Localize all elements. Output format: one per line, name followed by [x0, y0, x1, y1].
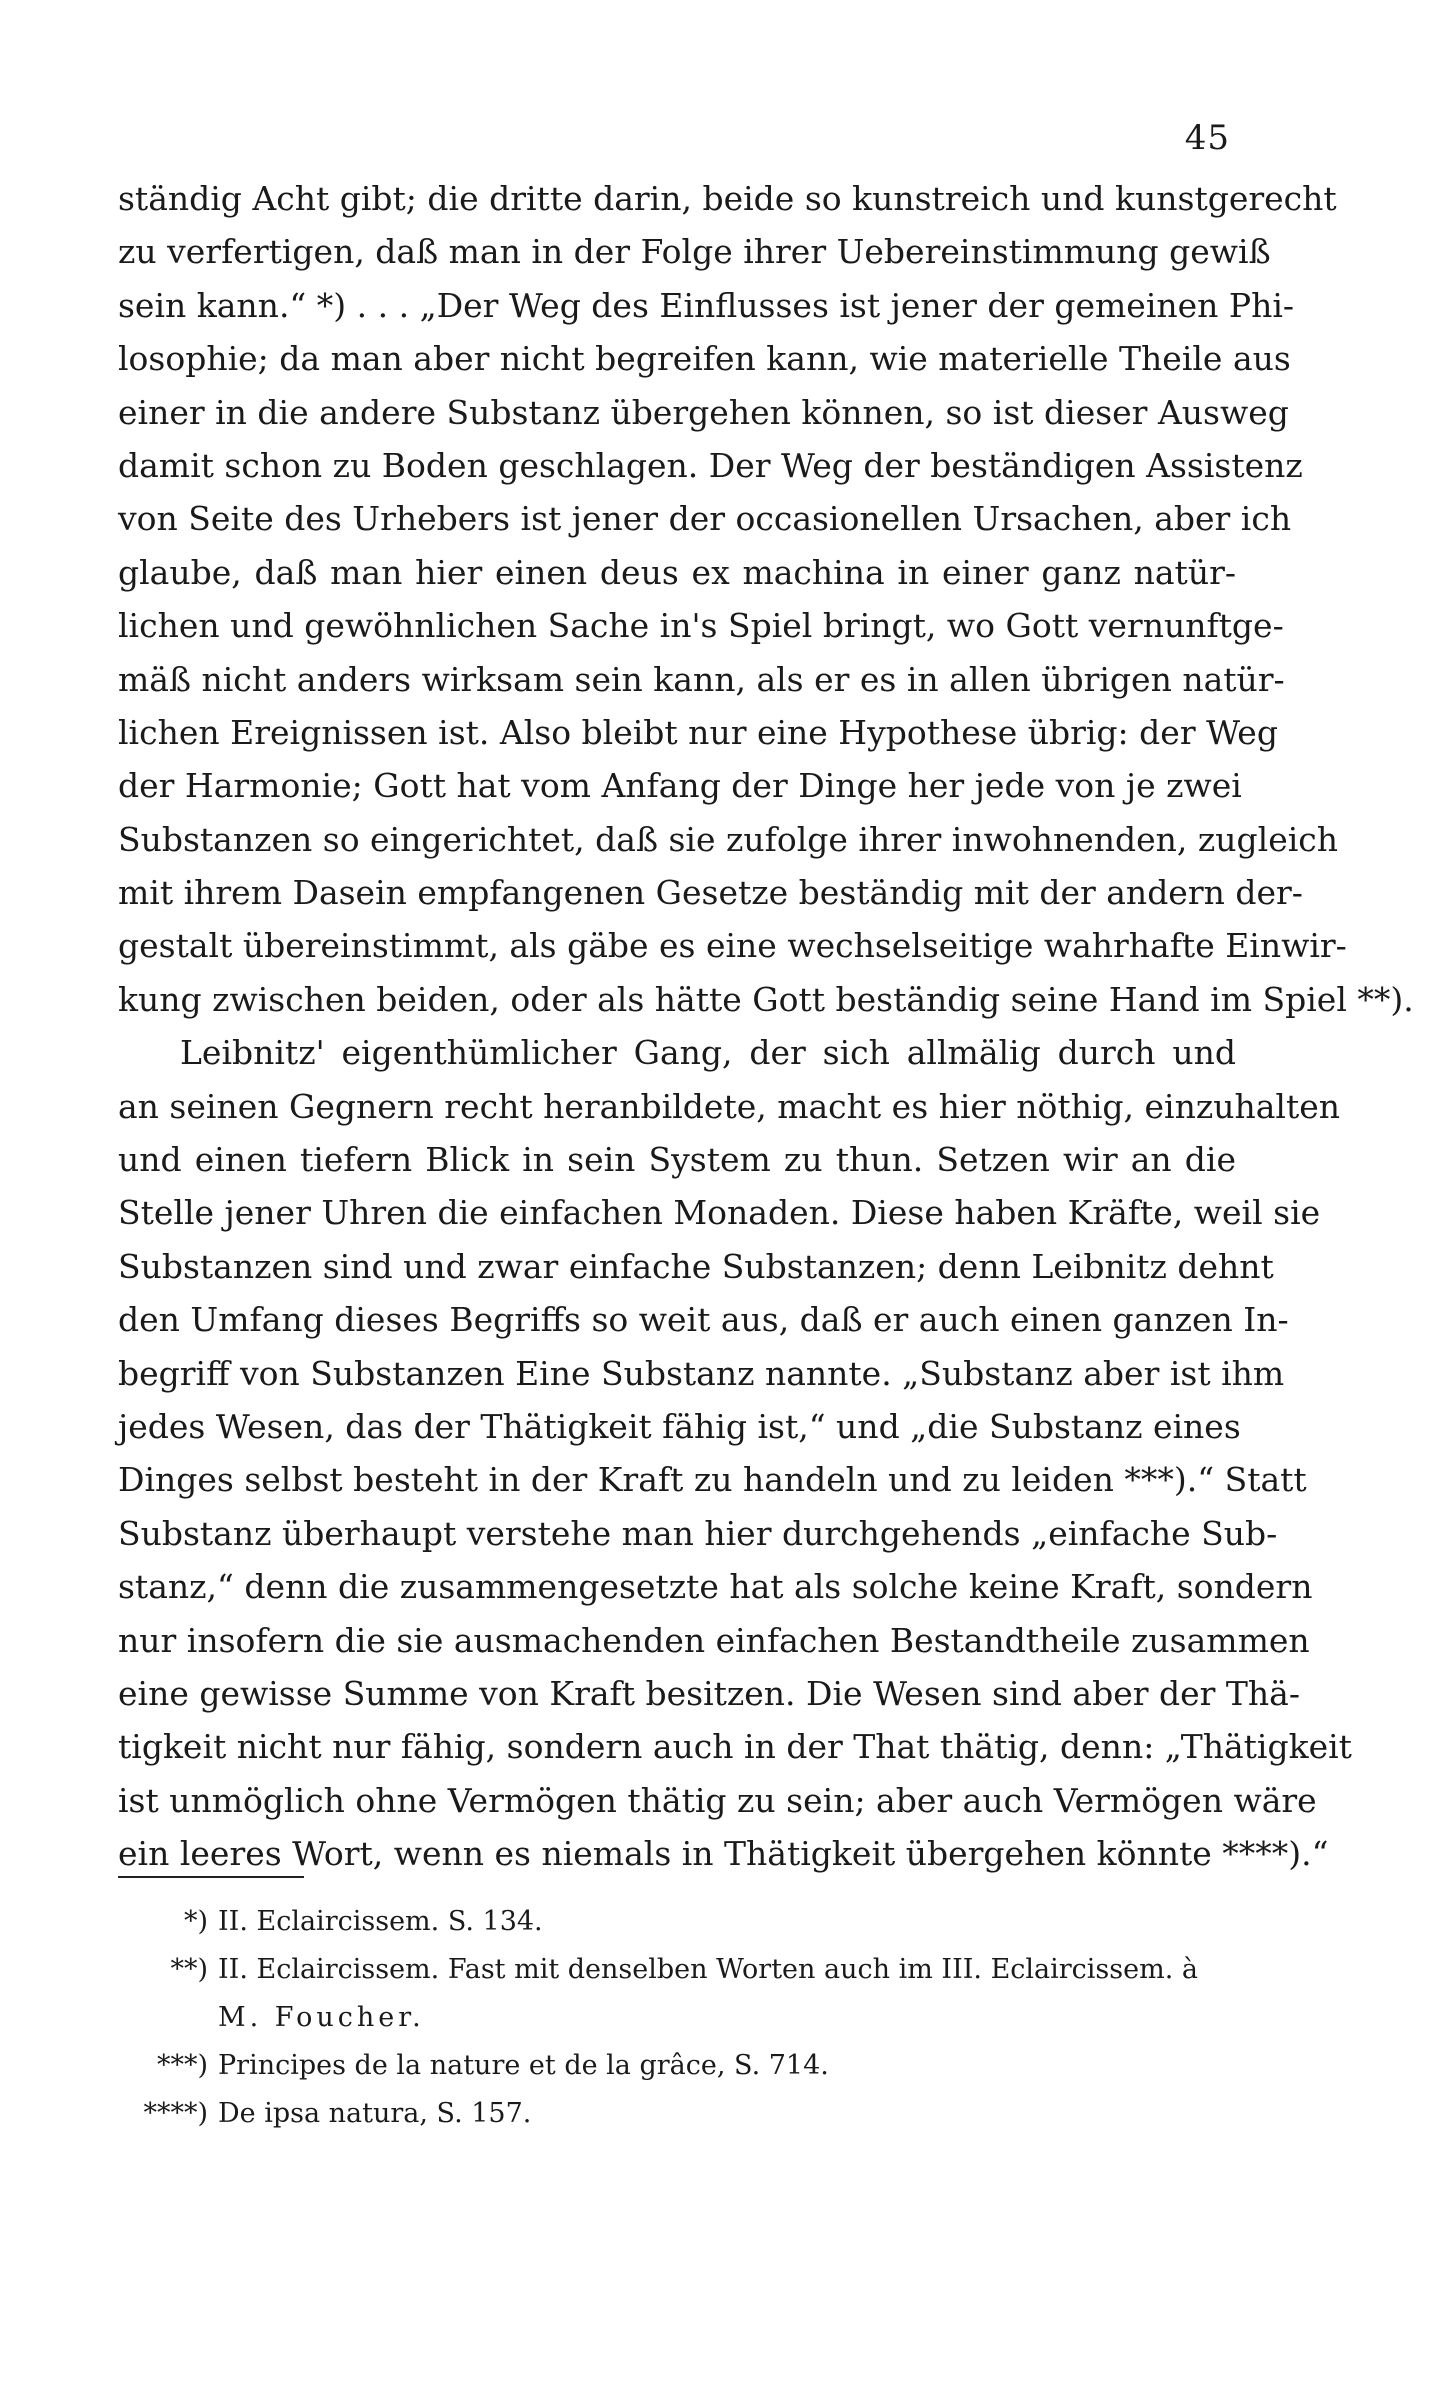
- text-line: ist unmöglich ohne Vermögen thätig zu sein; aber auch Vermögen wäre: [118, 1780, 1317, 1820]
- text-line: nur insofern die sie ausmachenden einfachen Bestandtheile zusammen: [118, 1620, 1310, 1660]
- text-line: zu verfertigen, daß man in der Folge ihrer Uebereinstimmung gewiß: [118, 232, 1271, 272]
- text-line: von Seite des Urhebers ist jener der occasionellen Ursachen, aber ich: [118, 499, 1292, 539]
- text-line: stanz,“ denn die zusammengesetzte hat als solche keine Kraft, sondern: [118, 1567, 1313, 1607]
- text-line: sein kann.“ *) . . . „Der Weg des Einflusses ist jener der gemeinen Phi-: [118, 285, 1295, 325]
- body-text: [118, 172, 1414, 1881]
- text-line: den Umfang dieses Begriffs so weit aus, daß er auch einen ganzen In-: [118, 1300, 1289, 1340]
- text-line: gestalt übereinstimmt, als gäbe es eine wechselseitige wahrhafte Einwir-: [118, 926, 1347, 966]
- text-line: Stelle jener Uhren die einfachen Monaden. Diese haben Kräfte, weil sie: [118, 1193, 1321, 1233]
- footnote-text: M. Foucher.: [218, 2002, 425, 2033]
- text-line: Substanz überhaupt verstehe man hier durchgehends „einfache Sub-: [118, 1513, 1278, 1553]
- footnote-text: Principes de la nature et de la grâce, S. 714.: [218, 2050, 829, 2081]
- footnote-text: De ipsa natura, S. 157.: [218, 2098, 532, 2129]
- text-line: ein leeres Wort, wenn es niemals in Thätigkeit übergehen könnte ****).“: [118, 1834, 1329, 1874]
- text-line: jedes Wesen, das der Thätigkeit fähig ist,“ und „die Substanz eines: [118, 1406, 1241, 1446]
- footnote-mark: ***): [156, 2050, 208, 2081]
- text-line: lichen Ereignissen ist. Also bleibt nur eine Hypothese übrig: der Weg: [118, 712, 1278, 752]
- footnote: [92, 1898, 1252, 1946]
- footnote-mark: **): [170, 1954, 208, 1985]
- text-line: Substanzen sind und zwar einfache Substanzen; denn Leibnitz dehnt: [118, 1246, 1274, 1286]
- text-line: eine gewisse Summe von Kraft besitzen. Die Wesen sind aber der Thä-: [118, 1673, 1300, 1713]
- footnote-mark: ****): [143, 2098, 208, 2129]
- text-line: mäß nicht anders wirksam sein kann, als er es in allen übrigen natür-: [118, 659, 1285, 699]
- text-line: begriff von Substanzen Eine Substanz nannte. „Substanz aber ist ihm: [118, 1353, 1285, 1393]
- text-line: kung zwischen beiden, oder als hätte Gott beständig seine Hand im Spiel **).: [118, 979, 1414, 1019]
- text-line: ständig Acht gibt; die dritte darin, beide so kunstreich und kunstgerecht: [118, 179, 1337, 218]
- text-line: tigkeit nicht nur fähig, sondern auch in der That thätig, denn: „Thätigkeit: [118, 1727, 1352, 1767]
- text-line: Substanzen so eingerichtet, daß sie zufolge ihrer inwohnenden, zugleich: [118, 819, 1339, 859]
- text-line: damit schon zu Boden geschlagen. Der Weg der beständigen Assistenz: [118, 445, 1303, 485]
- text-line: und einen tiefern Blick in sein System zu thun. Setzen wir an die: [118, 1140, 1236, 1180]
- footnote-continuation: [92, 1994, 1252, 2042]
- text-line: an seinen Gegnern recht heranbildete, macht es hier nöthig, einzuhalten: [118, 1086, 1341, 1126]
- footnotes: [92, 1898, 1252, 2138]
- page-number: 45: [1184, 118, 1230, 158]
- text-line: losophie; da man aber nicht begreifen kann, wie materielle Theile aus: [118, 339, 1291, 379]
- footnote-text: II. Eclaircissem. S. 134.: [218, 1906, 543, 1937]
- footnote: [92, 1946, 1252, 1994]
- text-line: lichen und gewöhnlichen Sache in's Spiel bringt, wo Gott vernunftge-: [118, 606, 1284, 646]
- footnote-divider: [118, 1876, 304, 1878]
- footnote-mark: *): [183, 1906, 208, 1937]
- text-line: der Harmonie; Gott hat vom Anfang der Dinge her jede von je zwei: [118, 766, 1242, 806]
- paragraph-start-line: Leibnitz' eigenthümlicher Gang, der sich allmälig durch und: [180, 1033, 1236, 1073]
- text-line: glaube, daß man hier einen deus ex machina in einer ganz natür-: [118, 552, 1236, 592]
- text-line: Dinges selbst besteht in der Kraft zu handeln und zu leiden ***).“ Statt: [118, 1460, 1307, 1500]
- footnote: [92, 2042, 1252, 2090]
- footnote: [92, 2090, 1252, 2138]
- text-line: einer in die andere Substanz übergehen können, so ist dieser Ausweg: [118, 392, 1289, 432]
- footnote-text: II. Eclaircissem. Fast mit denselben Worten auch im III. Eclaircissem. à: [218, 1954, 1198, 1985]
- text-line: mit ihrem Dasein empfangenen Gesetze beständig mit der andern der-: [118, 873, 1303, 913]
